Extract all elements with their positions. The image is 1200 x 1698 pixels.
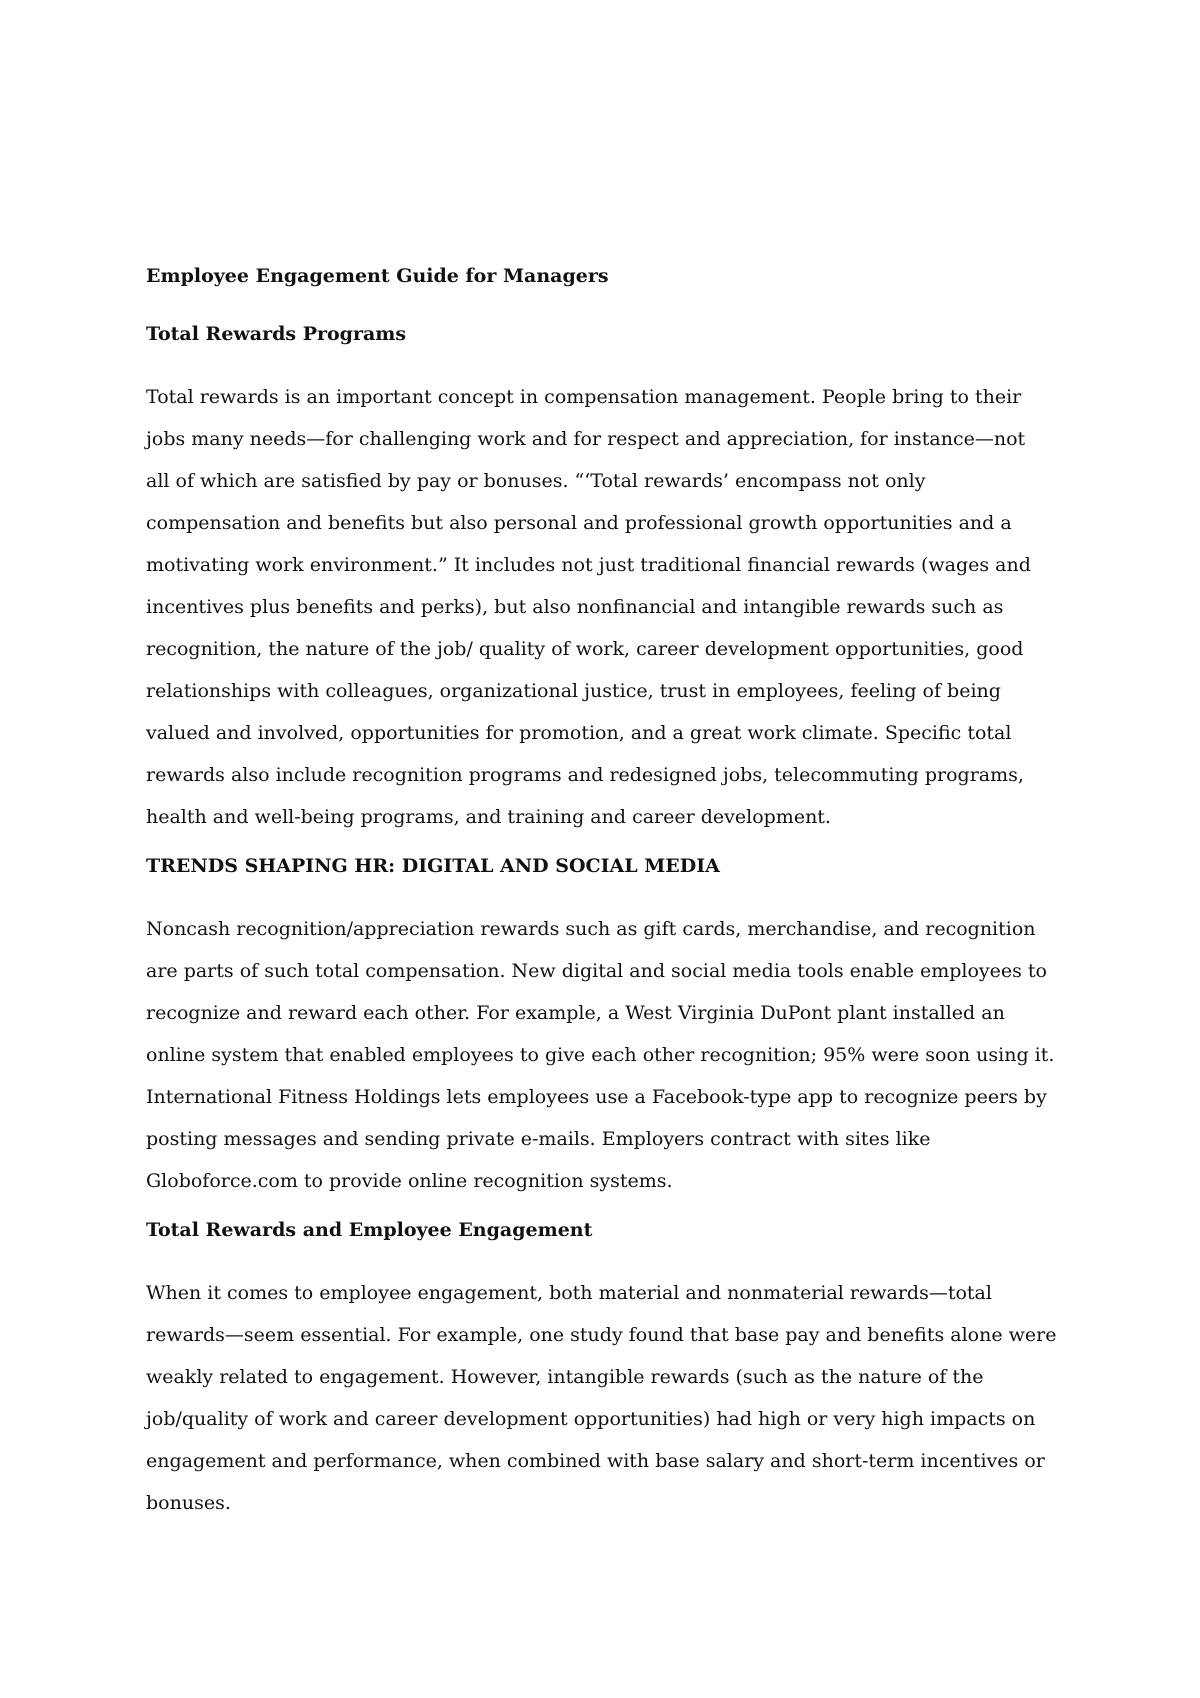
paragraph-engagement <box>146 1272 1066 1524</box>
document-page <box>146 262 1066 1538</box>
paragraph-line: rewards also include recognition programs and redesigned jobs, telecommuting programs, <box>146 764 1024 786</box>
section-heading-total-rewards: Total Rewards Programs <box>146 323 407 345</box>
paragraph-line: Noncash recognition/appreciation rewards such as gift cards, merchandise, and recognition <box>146 918 1036 940</box>
paragraph-line: jobs many needs—for challenging work and for respect and appreciation, for instance—not <box>146 428 1026 450</box>
paragraph-line: compensation and benefits but also personal and professional growth opportunities and a <box>146 512 1012 534</box>
paragraph-line: recognition, the nature of the job/ quality of work, career development opportunities, good <box>146 638 1024 660</box>
document-title: Employee Engagement Guide for Managers <box>146 265 609 287</box>
paragraph-line: job/quality of work and career development opportunities) had high or very high impacts on <box>146 1408 1036 1430</box>
paragraph-line: are parts of such total compensation. New digital and social media tools enable employees to <box>146 960 1047 982</box>
paragraph-line: International Fitness Holdings lets employees use a Facebook-type app to recognize peers by <box>146 1086 1047 1108</box>
paragraph-line: rewards—seem essential. For example, one study found that base pay and benefits alone were <box>146 1324 1057 1346</box>
paragraph-line: posting messages and sending private e-mails. Employers contract with sites like <box>146 1128 931 1150</box>
paragraph-line: online system that enabled employees to give each other recognition; 95% were soon using it. <box>146 1044 1055 1066</box>
paragraph-line: relationships with colleagues, organizational justice, trust in employees, feeling of being <box>146 680 1001 702</box>
paragraph-line: engagement and performance, when combined with base salary and short-term incentives or <box>146 1450 1045 1472</box>
paragraph-trends <box>146 908 1066 1202</box>
paragraph-line: recognize and reward each other. For example, a West Virginia DuPont plant installed an <box>146 1002 1005 1024</box>
paragraph-line: incentives plus benefits and perks), but also nonfinancial and intangible rewards such as <box>146 596 1004 618</box>
paragraph-line: all of which are satisfied by pay or bonuses. “‘Total rewards’ encompass not only <box>146 470 926 492</box>
paragraph-line: When it comes to employee engagement, both material and nonmaterial rewards—total <box>146 1282 992 1304</box>
paragraph-line: motivating work environment.” It includes not just traditional financial rewards (wages and <box>146 554 1031 576</box>
paragraph-line: valued and involved, opportunities for promotion, and a great work climate. Specific total <box>146 722 1012 744</box>
paragraph-line: weakly related to engagement. However, intangible rewards (such as the nature of the <box>146 1366 984 1388</box>
paragraph-line: Globoforce.com to provide online recognition systems. <box>146 1170 673 1192</box>
paragraph-line: Total rewards is an important concept in compensation management. People bring to their <box>146 386 1022 408</box>
paragraph-line: bonuses. <box>146 1492 231 1514</box>
section-heading-engagement: Total Rewards and Employee Engagement <box>146 1219 593 1241</box>
section-heading-trends: TRENDS SHAPING HR: DIGITAL AND SOCIAL MEDIA <box>146 855 720 877</box>
paragraph-line: health and well-being programs, and training and career development. <box>146 806 831 828</box>
paragraph-total-rewards <box>146 376 1066 838</box>
